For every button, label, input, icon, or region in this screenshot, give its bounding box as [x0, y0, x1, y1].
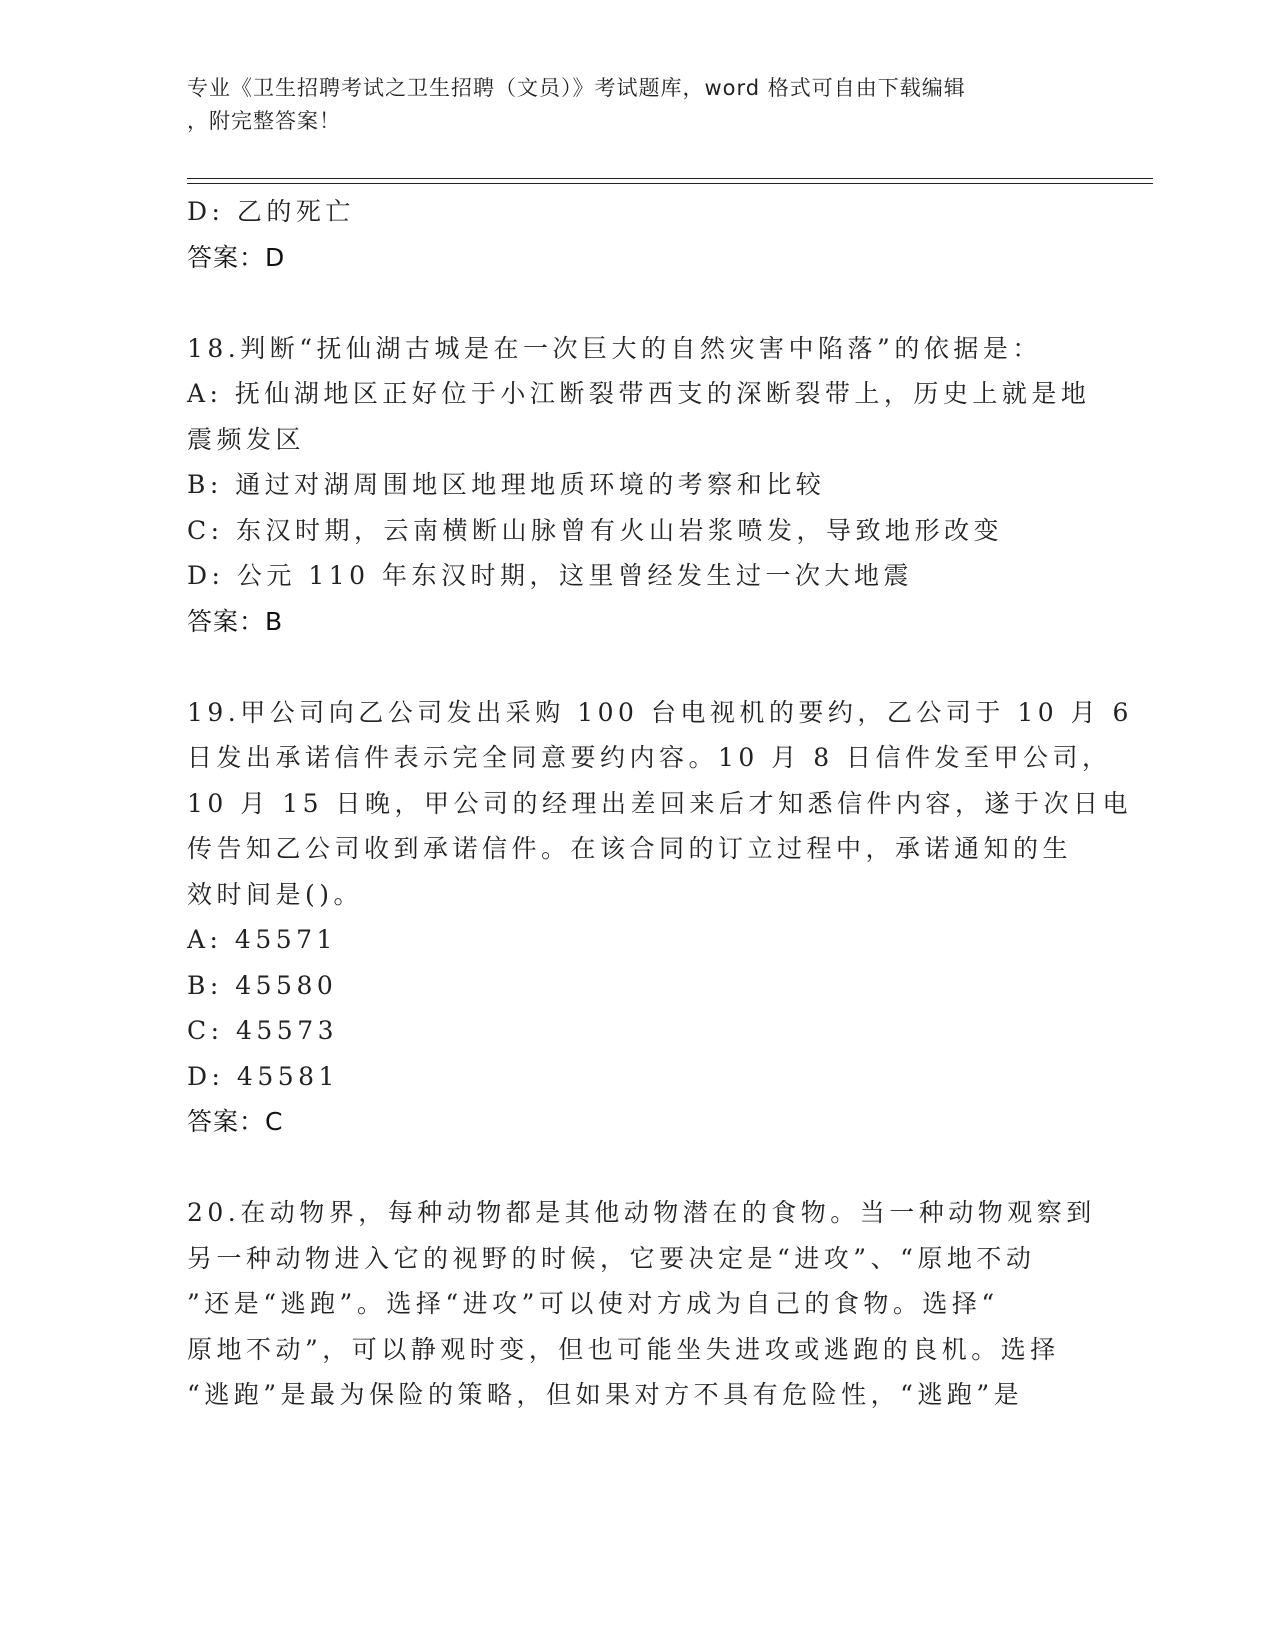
q20-stem-line: 20.在动物界，每种动物都是其他动物潜在的食物。当一种动物观察到 — [187, 1198, 1096, 1227]
q19-option-d: D: 45581 — [187, 1061, 339, 1091]
prev-answer: 答案：D — [187, 242, 286, 272]
q18-stem: 18.判断“抚仙湖古城是在一次巨大的自然灾害中陷落”的依据是： — [187, 333, 1042, 363]
header-divider-thick — [187, 178, 1153, 179]
q19-stem-line: 19.甲公司向乙公司发出采购 100 台电视机的要约，乙公司于 10 月 6 — [187, 697, 1133, 727]
q18-option-a-line-2: 震频发区 — [187, 424, 306, 454]
q18-option-a-line-1: A: 抚仙湖地区正好位于小江断裂带西支的深断裂带上，历史上就是地 — [187, 379, 1091, 408]
q19-answer: 答案：C — [187, 1107, 284, 1136]
q18-option-c: C: 东汉时期，云南横断山脉曾有火山岩浆喷发，导致地形改变 — [187, 515, 1004, 545]
prev-option-d: D: 乙的死亡 — [187, 197, 355, 226]
spacer — [187, 1145, 1087, 1191]
q20-stem-line: 原地不动”，可以静观时变，但也可能坐失进攻或逃跑的良机。选择 — [187, 1334, 1060, 1364]
q20-stem-line: “逃跑”是最为保险的策略，但如果对方不具有危险性，“逃跑”是 — [187, 1380, 1024, 1409]
q19-stem-line: 日发出承诺信件表示完全同意要约内容。10 月 8 日信件发至甲公司， — [187, 743, 1112, 772]
q20-stem-line: ”还是“逃跑”。选择“进攻”可以使对方成为自己的食物。选择“ — [187, 1289, 999, 1318]
header-line-1: 专业《卫生招聘考试之卫生招聘（文员）》考试题库，word 格式可自由下载编辑 — [187, 76, 966, 100]
header-line-2: ，附完整答案！ — [187, 109, 341, 133]
q18-answer: 答案：B — [187, 606, 284, 636]
header-divider-thin — [187, 183, 1153, 184]
q19-stem-line: 10 月 15 日晚，甲公司的经理出差回来后才知悉信件内容，遂于次日电 — [187, 788, 1132, 818]
spacer — [187, 280, 1087, 326]
q19-stem-line: 传告知乙公司收到承诺信件。在该合同的订立过程中，承诺通知的生 — [187, 834, 1073, 863]
q19-stem-line: 效时间是()。 — [187, 879, 364, 909]
document-header — [187, 72, 1067, 138]
q19-option-a: A: 45571 — [187, 925, 337, 954]
q19-option-b: B: 45580 — [187, 970, 338, 1000]
spacer — [187, 644, 1087, 690]
q18-option-d: D: 公元 110 年东汉时期，这里曾经发生过一次大地震 — [187, 561, 914, 590]
q20-stem-line: 另一种动物进入它的视野的时候，它要决定是“进攻”、“原地不动 — [187, 1243, 1036, 1273]
q19-option-c: C: 45573 — [187, 1016, 339, 1045]
q18-option-b: B: 通过对湖周围地区地理地质环境的考察和比较 — [187, 470, 826, 499]
exam-content — [187, 189, 1133, 1418]
